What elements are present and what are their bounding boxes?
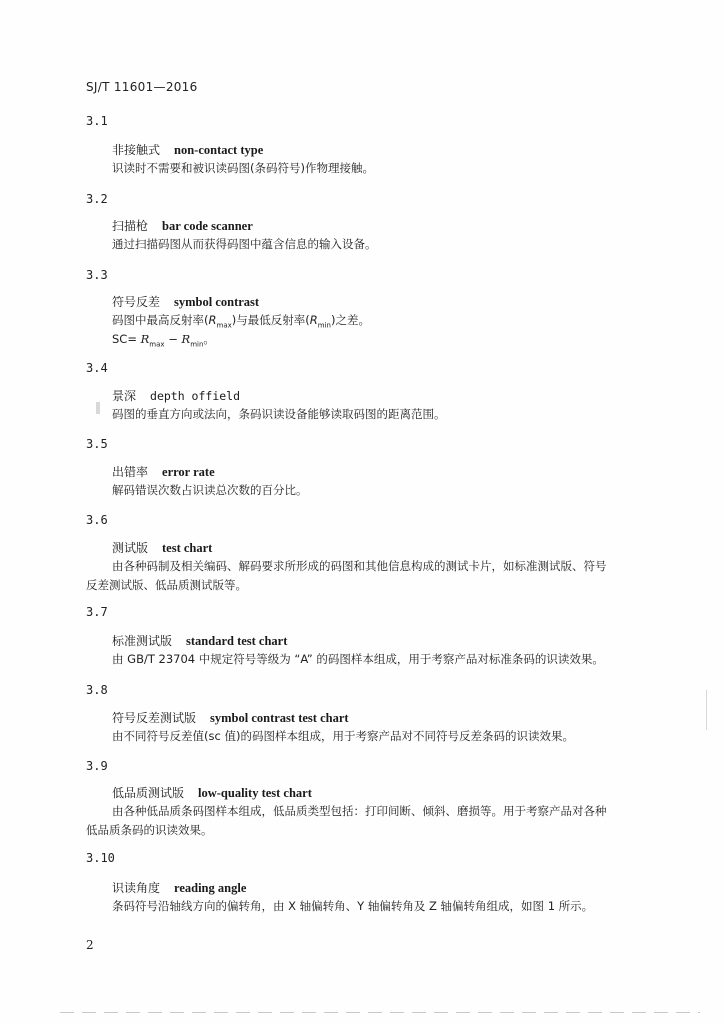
clause-number: 3.4 <box>86 361 108 375</box>
page-number: 2 <box>86 938 94 952</box>
term-definition: 码图中最高反射率$(R_{max})$与最低反射率$(R_{min})$之差。 <box>112 313 370 330</box>
clause-number: 3.5 <box>86 437 108 451</box>
term-zh: 测试版 <box>112 541 149 555</box>
clause-number: 3.8 <box>86 683 108 697</box>
term-heading <box>112 463 215 480</box>
term-en: low-quality test chart <box>198 786 312 800</box>
term-zh: 低品质测试版 <box>112 786 185 800</box>
term-definition: 由不同符号反差值(sc 值)的码图样本组成，用于考察产品对不同符号反差条码的识读效果。 <box>112 729 574 743</box>
term-zh: 符号反差测试版 <box>112 711 197 725</box>
term-heading <box>112 387 240 404</box>
term-en: reading angle <box>174 881 247 895</box>
term-definition: 识读时不需要和被识读码图(条码符号)作物理接触。 <box>112 161 374 175</box>
term-en: test chart <box>162 541 213 555</box>
clause-number: 3.7 <box>86 605 108 619</box>
clause-number: 3.2 <box>86 192 108 206</box>
term-zh: 出错率 <box>112 465 149 479</box>
term-heading <box>112 217 253 234</box>
term-definition: 条码符号沿轴线方向的偏转角，由 X 轴偏转角、Y 轴偏转角及 Z 轴偏转角组成，如图 1 所示。 <box>112 899 594 913</box>
term-heading <box>112 632 287 649</box>
clause-number: 3.6 <box>86 513 108 527</box>
term-zh: 标准测试版 <box>112 634 173 648</box>
clause-number: 3.9 <box>86 759 108 773</box>
term-definition: 由各种码制及相关编码、解码要求所形成的码图和其他信息构成的测试卡片，如标准测试版、符号 <box>112 559 607 573</box>
standard-id-header: SJ/T 11601—2016 <box>86 80 198 94</box>
term-en: symbol contrast <box>174 295 260 309</box>
term-definition: 通过扫描码图从而获得码图中蕴含信息的输入设备。 <box>112 237 377 251</box>
term-heading <box>112 709 349 726</box>
term-definition-continued: 低品质条码的识读效果。 <box>86 823 213 837</box>
term-definition: 由 GB/T 23704 中规定符号等级为 “A” 的码图样本组成，用于考察产品对标准条码的识读效果。 <box>112 652 604 666</box>
term-zh: 符号反差 <box>112 295 161 309</box>
term-zh: 扫描枪 <box>112 219 149 233</box>
term-en: bar code scanner <box>162 219 253 233</box>
term-en: symbol contrast test chart <box>210 711 349 725</box>
term-heading <box>112 293 259 310</box>
term-definition: 解码错误次数占识读总次数的百分比。 <box>112 483 308 497</box>
term-zh: 识读角度 <box>112 881 161 895</box>
term-heading <box>112 539 212 556</box>
contrast-formula: $SC= R_{max} - R_{min}$。 <box>112 332 215 349</box>
term-definition-continued: 反差测试版、低品质测试版等。 <box>86 578 247 592</box>
term-zh: 景深 <box>112 389 137 403</box>
term-en: non-contact type <box>174 143 264 157</box>
term-heading <box>112 784 312 801</box>
term-zh: 非接触式 <box>112 143 161 157</box>
scan-artifact <box>706 690 707 730</box>
term-en: error rate <box>162 465 215 479</box>
term-definition: 码图的垂直方向或法向，条码识读设备能够读取码图的距离范围。 <box>112 407 446 421</box>
scan-edge-artifact <box>60 1012 700 1013</box>
term-en: standard test chart <box>186 634 288 648</box>
term-definition: 由各种低品质条码图样本组成，低品质类型包括：打印间断、倾斜、磨损等。用于考察产品对各种 <box>112 804 607 818</box>
term-heading <box>112 879 246 896</box>
clause-number: 3.10 <box>86 851 115 865</box>
clause-number: 3.1 <box>86 114 108 128</box>
term-heading <box>112 141 263 158</box>
clause-number: 3.3 <box>86 268 108 282</box>
scan-artifact <box>96 402 100 414</box>
term-en: depth offield <box>150 389 241 403</box>
